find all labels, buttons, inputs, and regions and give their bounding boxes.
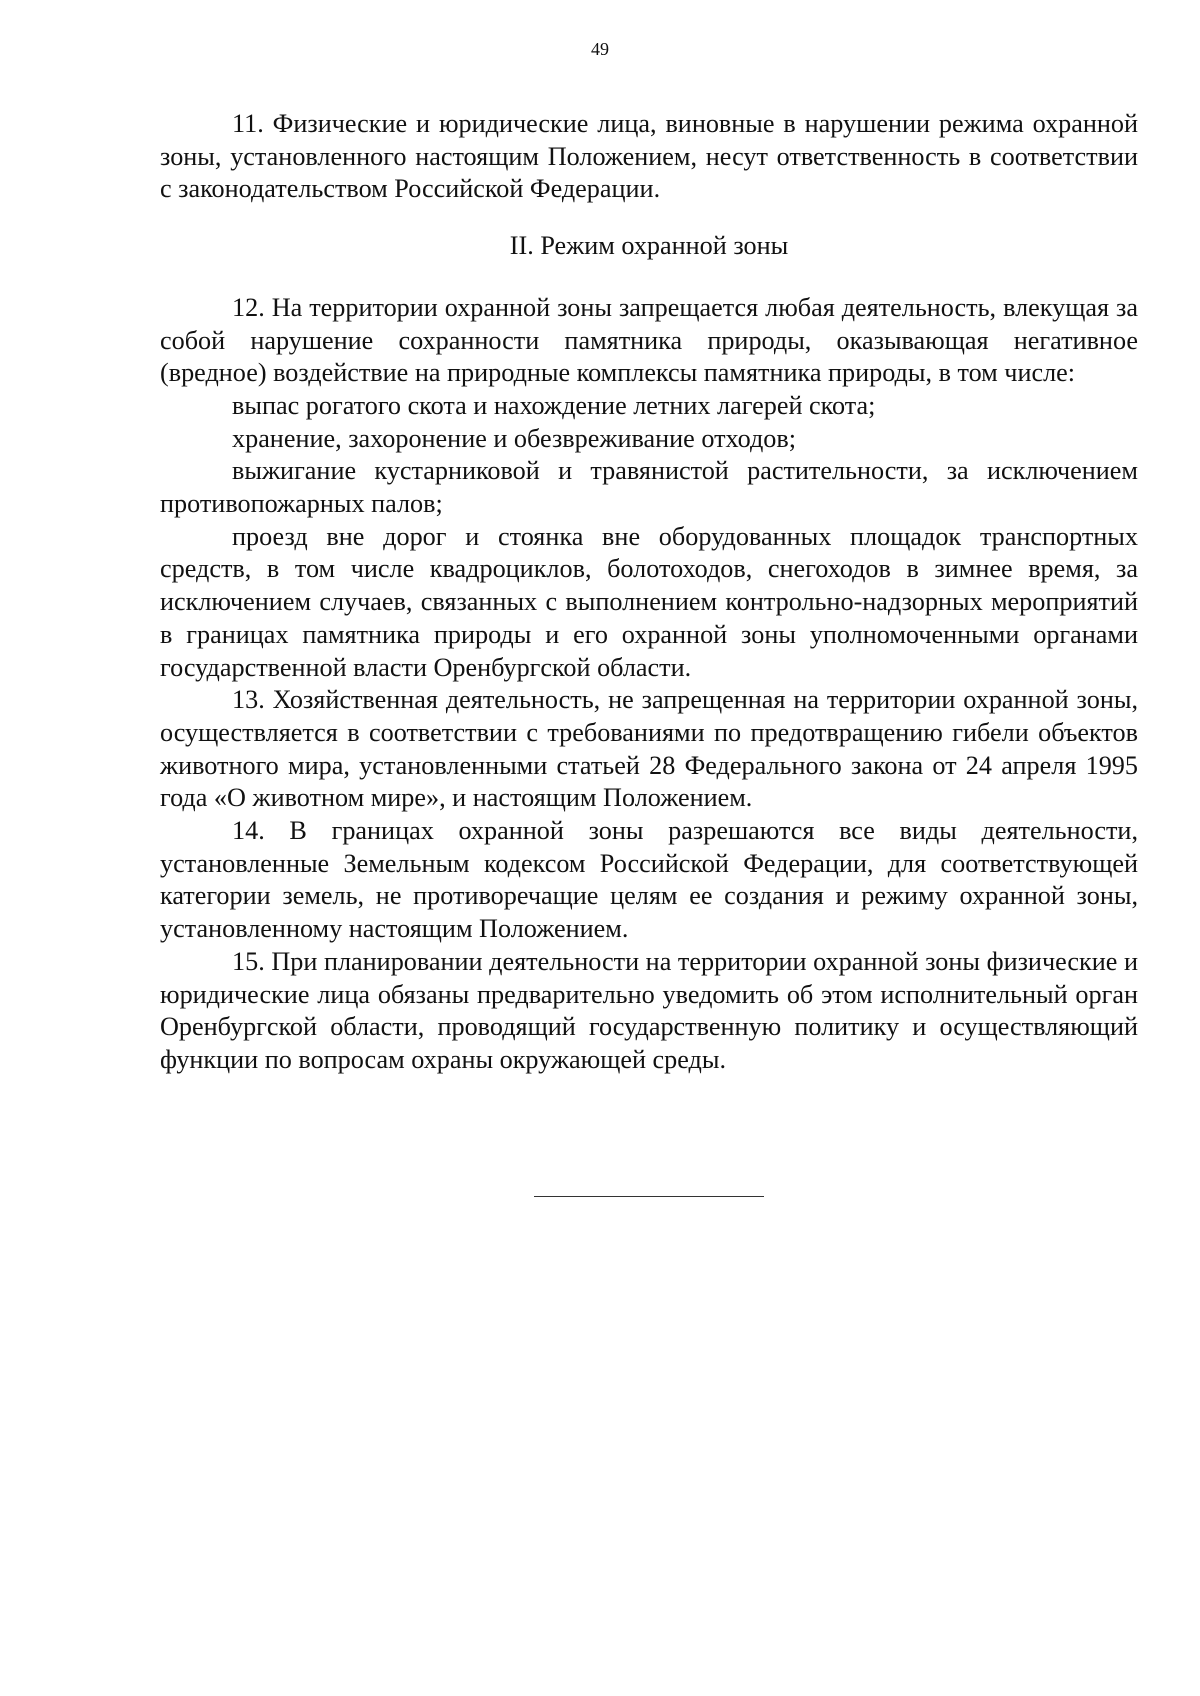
paragraph-12-item-waste: хранение, захоронение и обезвреживание отходов; <box>232 423 797 453</box>
paragraph-12: 12. На территории охранной зоны запрещается любая деятельность, влекущая за собой нарушение сохранности памятника природы, оказывающая негативное (вредное) воздействие на природные комплексы памятника природы, в том числе: <box>160 292 1138 388</box>
paragraph-15: 15. При планировании деятельности на территории охранной зоны физические и юридические лица обязаны предварительно уведомить об этом исполнительный орган Оренбургской области, проводящий государственную политику и осуществляющий функции по вопросам охраны окружающей среды. <box>160 946 1138 1074</box>
paragraph-12-item-vehicles: проезд вне дорог и стоянка вне оборудованных площадок транспортных средств, в том числе квадроциклов, болотоходов, снегоходов в зимнее время, за исключением случаев, связанных с выполнением контрольно-надзорных мероприятий в границах памятника природы и его охранной зоны уполномоченными органами государственной власти Оренбургской области. <box>160 521 1138 682</box>
paragraph-12-item-grazing: выпас рогатого скота и нахождение летних лагерей скота; <box>232 390 876 420</box>
paragraph-11: 11. Физические и юридические лица, виновные в нарушении режима охранной зоны, установленного настоящим Положением, несут ответственность в соответствии с законодательством Российской Федерации. <box>160 109 1138 204</box>
paragraph-14: 14. В границах охранной зоны разрешаются все виды деятельности, установленные Земельным кодексом Российской Федерации, для соответствующей категории земель, не противоречащие целям ее создания и режиму охранной зоны, установленному настоящим Положением. <box>160 816 1138 944</box>
paragraph-12-item-burning: выжигание кустарниковой и травянистой растительности, за исключением противопожарных палов; <box>160 456 1138 519</box>
page-body <box>160 108 1138 1077</box>
page-number: 49 <box>591 39 609 59</box>
end-of-document-rule <box>534 1196 764 1197</box>
paragraph-13: 13. Хозяйственная деятельность, не запрещенная на территории охранной зоны, осуществляется в соответствии с требованиями по предотвращению гибели объектов животного мира, установленными статьей 28 Федерального закона от 24 апреля 1995 года «О животном мире», и настоящим Положением. <box>160 685 1138 813</box>
section-heading: II. Режим охранной зоны <box>509 231 789 261</box>
